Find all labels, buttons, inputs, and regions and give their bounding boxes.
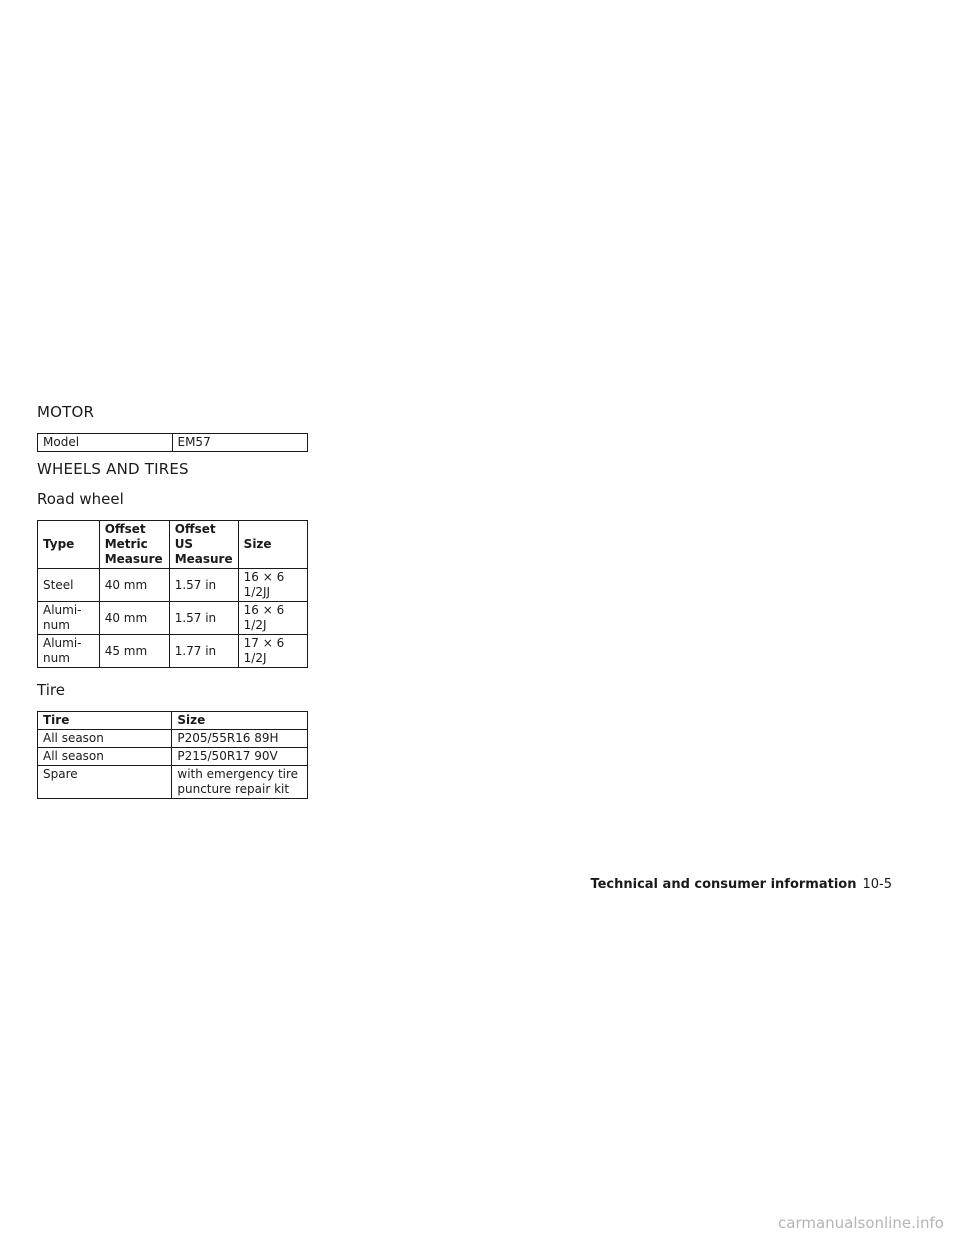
table-cell: 16 × 6 1/2J xyxy=(238,602,307,635)
motor-heading: MOTOR xyxy=(37,403,95,421)
road-wheel-table xyxy=(37,520,308,668)
table-row xyxy=(38,434,308,452)
motor-table xyxy=(37,433,308,452)
table-header-row xyxy=(38,712,308,730)
table-cell: 1.77 in xyxy=(169,635,238,668)
tire-table xyxy=(37,711,308,799)
table-cell: Steel xyxy=(38,569,100,602)
page-number: 10-5 xyxy=(862,877,892,892)
column-header: Tire xyxy=(38,712,172,730)
table-cell: 1.57 in xyxy=(169,602,238,635)
table-cell: All season xyxy=(38,748,172,766)
table-cell: P205/55R16 89H xyxy=(172,730,308,748)
table-cell: P215/50R17 90V xyxy=(172,748,308,766)
column-header: Size xyxy=(172,712,308,730)
table-cell: 45 mm xyxy=(99,635,169,668)
table-cell: Alumi-num xyxy=(38,602,100,635)
column-header: Offset Metric Measure xyxy=(99,521,169,569)
table-cell: 17 × 6 1/2J xyxy=(238,635,307,668)
column-header: Offset US Measure xyxy=(169,521,238,569)
table-cell: Spare xyxy=(38,766,172,799)
table-header-row xyxy=(38,521,308,569)
table-cell: 1.57 in xyxy=(169,569,238,602)
footer-section-title: Technical and consumer information xyxy=(590,877,857,892)
column-header: Type xyxy=(38,521,100,569)
table-row xyxy=(38,635,308,668)
table-row xyxy=(38,766,308,799)
table-cell: Alumi-num xyxy=(38,635,100,668)
table-cell: All season xyxy=(38,730,172,748)
table-cell: 16 × 6 1/2JJ xyxy=(238,569,307,602)
column-header: Size xyxy=(238,521,307,569)
tire-heading: Tire xyxy=(37,681,65,699)
table-row xyxy=(38,748,308,766)
table-cell: 40 mm xyxy=(99,602,169,635)
table-row xyxy=(38,602,308,635)
wheels-and-tires-heading: WHEELS AND TIRES xyxy=(37,460,189,478)
table-cell: EM57 xyxy=(172,434,308,452)
table-cell: 40 mm xyxy=(99,569,169,602)
table-row xyxy=(38,569,308,602)
road-wheel-heading: Road wheel xyxy=(37,490,124,508)
table-cell: with emergency tire puncture repair kit xyxy=(172,766,308,799)
table-row xyxy=(38,730,308,748)
table-cell: Model xyxy=(38,434,173,452)
watermark: carmanualsonline.info xyxy=(778,1214,944,1232)
page-footer xyxy=(590,877,892,892)
